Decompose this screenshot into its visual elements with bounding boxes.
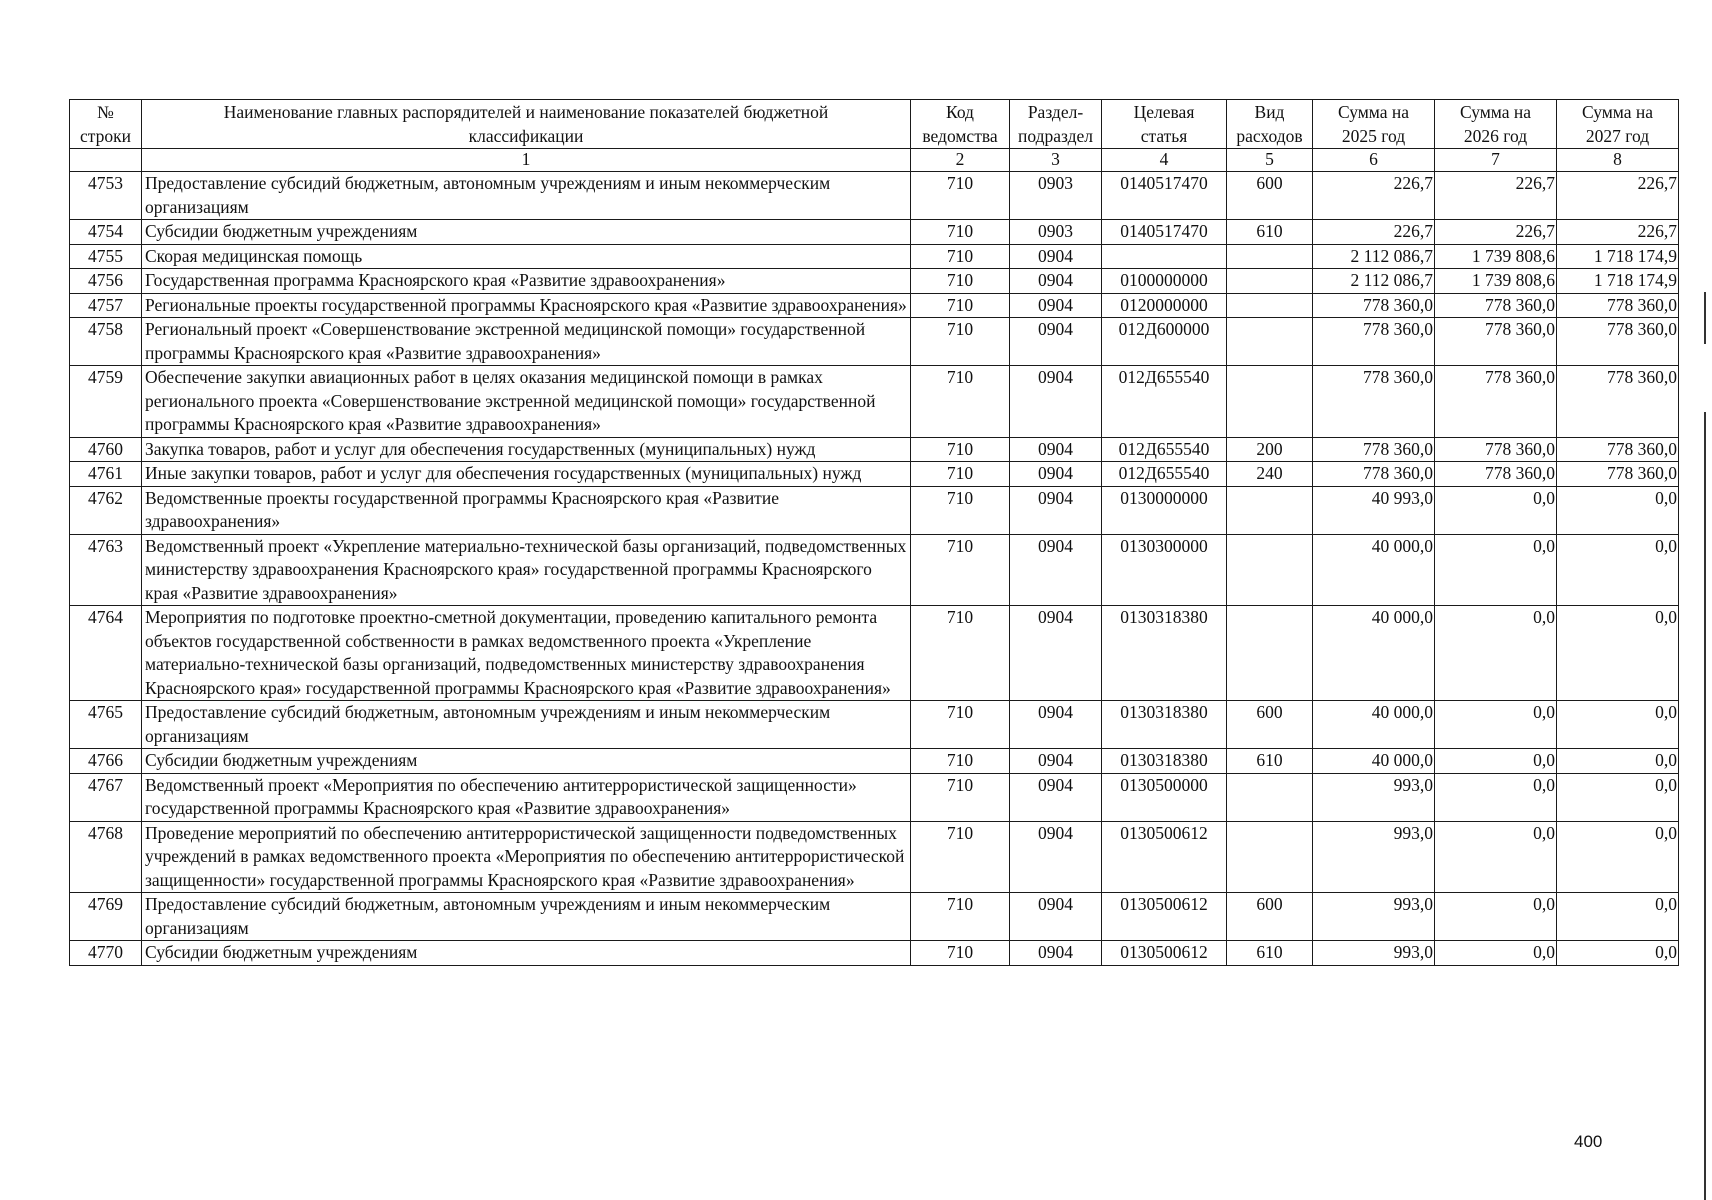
cell-sum-2025: 778 360,0 <box>1313 437 1435 462</box>
header-section <box>1010 100 1102 149</box>
cell-section: 0904 <box>1010 437 1102 462</box>
cell-sum-2026: 778 360,0 <box>1435 318 1557 366</box>
cell-expense-type: 610 <box>1227 749 1313 774</box>
cell-sum-2027: 0,0 <box>1557 534 1679 606</box>
cell-sum-2026: 0,0 <box>1435 534 1557 606</box>
cell-section: 0904 <box>1010 462 1102 487</box>
scan-edge-mark <box>1704 412 1706 1200</box>
table-row <box>70 701 1679 749</box>
cell-sum-2027: 0,0 <box>1557 941 1679 966</box>
cell-dept-code: 710 <box>911 773 1010 821</box>
cell-sum-2026: 0,0 <box>1435 486 1557 534</box>
cell-target: 0130500612 <box>1102 821 1227 893</box>
cell-section: 0904 <box>1010 486 1102 534</box>
cell-sum-2027: 0,0 <box>1557 486 1679 534</box>
cell-sum-2025: 40 000,0 <box>1313 749 1435 774</box>
cell-row-number: 4769 <box>70 893 142 941</box>
table-row <box>70 172 1679 220</box>
table-row <box>70 606 1679 701</box>
cell-section: 0904 <box>1010 893 1102 941</box>
header-target-line2: статья <box>1140 126 1188 146</box>
cell-expense-type <box>1227 293 1313 318</box>
cell-section: 0904 <box>1010 366 1102 438</box>
header-dept-code <box>911 100 1010 149</box>
cell-row-number: 4766 <box>70 749 142 774</box>
header-sum-2025-line2: 2025 год <box>1341 126 1406 146</box>
table-row <box>70 941 1679 966</box>
cell-section: 0904 <box>1010 773 1102 821</box>
cell-sum-2026: 0,0 <box>1435 701 1557 749</box>
cell-expense-type: 600 <box>1227 893 1313 941</box>
cell-sum-2026: 778 360,0 <box>1435 437 1557 462</box>
column-number: 2 <box>911 149 1010 172</box>
table-row <box>70 318 1679 366</box>
table-row <box>70 821 1679 893</box>
cell-expense-type <box>1227 534 1313 606</box>
cell-sum-2027: 0,0 <box>1557 606 1679 701</box>
cell-sum-2025: 778 360,0 <box>1313 462 1435 487</box>
table-row <box>70 269 1679 294</box>
column-number: 3 <box>1010 149 1102 172</box>
cell-sum-2027: 778 360,0 <box>1557 318 1679 366</box>
cell-sum-2025: 226,7 <box>1313 220 1435 245</box>
cell-dept-code: 710 <box>911 749 1010 774</box>
header-sum-2025-line1: Сумма на <box>1337 102 1410 122</box>
cell-sum-2025: 40 000,0 <box>1313 701 1435 749</box>
cell-name: Скорая медицинская помощь <box>142 244 911 269</box>
header-row-number-line1: № <box>97 102 114 122</box>
cell-expense-type <box>1227 486 1313 534</box>
cell-dept-code: 710 <box>911 172 1010 220</box>
cell-row-number: 4767 <box>70 773 142 821</box>
cell-name: Обеспечение закупки авиационных работ в целях оказания медицинской помощи в рамках регионального проекта «Совершенствование экстренной медицинской помощи» государственной программы Красноярского края «Развитие здравоохранения» <box>142 366 911 438</box>
cell-expense-type: 240 <box>1227 462 1313 487</box>
column-number <box>70 149 142 172</box>
cell-sum-2025: 993,0 <box>1313 941 1435 966</box>
cell-dept-code: 710 <box>911 941 1010 966</box>
cell-dept-code: 710 <box>911 701 1010 749</box>
cell-sum-2027: 226,7 <box>1557 172 1679 220</box>
cell-sum-2026: 1 739 808,6 <box>1435 244 1557 269</box>
page-number: 400 <box>1574 1132 1603 1151</box>
cell-dept-code: 710 <box>911 220 1010 245</box>
cell-target: 0120000000 <box>1102 293 1227 318</box>
column-number: 1 <box>142 149 911 172</box>
cell-row-number: 4758 <box>70 318 142 366</box>
cell-name: Региональные проекты государственной программы Красноярского края «Развитие здравоохранения» <box>142 293 911 318</box>
header-row-number-line2: строки <box>80 126 131 146</box>
cell-sum-2025: 778 360,0 <box>1313 318 1435 366</box>
cell-name: Субсидии бюджетным учреждениям <box>142 941 911 966</box>
header-name <box>142 100 911 149</box>
cell-section: 0904 <box>1010 293 1102 318</box>
cell-section: 0904 <box>1010 244 1102 269</box>
header-dept-code-line1: Код <box>946 102 974 122</box>
cell-row-number: 4761 <box>70 462 142 487</box>
cell-sum-2026: 226,7 <box>1435 172 1557 220</box>
cell-dept-code: 710 <box>911 606 1010 701</box>
header-sum-2027 <box>1557 100 1679 149</box>
cell-sum-2026: 0,0 <box>1435 941 1557 966</box>
cell-dept-code: 710 <box>911 293 1010 318</box>
table-row <box>70 220 1679 245</box>
cell-name: Ведомственный проект «Укрепление материально-технической базы организаций, подведомственных министерству здравоохранения Красноярского края» государственной программы Красноярского края «Развитие здравоохранения» <box>142 534 911 606</box>
header-target-line1: Целевая <box>1133 102 1195 122</box>
cell-expense-type: 610 <box>1227 941 1313 966</box>
cell-row-number: 4760 <box>70 437 142 462</box>
cell-expense-type <box>1227 821 1313 893</box>
cell-sum-2027: 778 360,0 <box>1557 462 1679 487</box>
cell-target: 0140517470 <box>1102 220 1227 245</box>
cell-target: 012Д655540 <box>1102 366 1227 438</box>
cell-row-number: 4765 <box>70 701 142 749</box>
cell-sum-2025: 226,7 <box>1313 172 1435 220</box>
cell-dept-code: 710 <box>911 462 1010 487</box>
cell-sum-2027: 1 718 174,9 <box>1557 269 1679 294</box>
header-sum-2027-line2: 2027 год <box>1585 126 1650 146</box>
column-number: 8 <box>1557 149 1679 172</box>
cell-sum-2027: 778 360,0 <box>1557 293 1679 318</box>
header-sum-2027-line1: Сумма на <box>1581 102 1654 122</box>
cell-dept-code: 710 <box>911 366 1010 438</box>
cell-dept-code: 710 <box>911 318 1010 366</box>
cell-row-number: 4764 <box>70 606 142 701</box>
cell-dept-code: 710 <box>911 821 1010 893</box>
cell-sum-2025: 778 360,0 <box>1313 366 1435 438</box>
cell-dept-code: 710 <box>911 437 1010 462</box>
cell-dept-code: 710 <box>911 534 1010 606</box>
cell-target: 012Д600000 <box>1102 318 1227 366</box>
cell-section: 0903 <box>1010 172 1102 220</box>
header-sum-2025 <box>1313 100 1435 149</box>
cell-target: 0130300000 <box>1102 534 1227 606</box>
cell-dept-code: 710 <box>911 486 1010 534</box>
cell-expense-type: 200 <box>1227 437 1313 462</box>
cell-sum-2026: 0,0 <box>1435 749 1557 774</box>
cell-sum-2025: 993,0 <box>1313 773 1435 821</box>
header-target <box>1102 100 1227 149</box>
table-row <box>70 244 1679 269</box>
cell-sum-2025: 2 112 086,7 <box>1313 244 1435 269</box>
cell-name: Предоставление субсидий бюджетным, автономным учреждениям и иным некоммерческим организациям <box>142 172 911 220</box>
cell-expense-type <box>1227 606 1313 701</box>
cell-sum-2027: 0,0 <box>1557 749 1679 774</box>
header-name-line2: классификации <box>468 126 584 146</box>
cell-expense-type <box>1227 773 1313 821</box>
cell-sum-2026: 0,0 <box>1435 893 1557 941</box>
cell-sum-2025: 993,0 <box>1313 893 1435 941</box>
cell-name: Предоставление субсидий бюджетным, автономным учреждениям и иным некоммерческим организациям <box>142 701 911 749</box>
cell-sum-2026: 1 739 808,6 <box>1435 269 1557 294</box>
cell-name: Иные закупки товаров, работ и услуг для обеспечения государственных (муниципальных) нужд <box>142 462 911 487</box>
cell-target: 0140517470 <box>1102 172 1227 220</box>
table-row <box>70 486 1679 534</box>
cell-row-number: 4754 <box>70 220 142 245</box>
cell-sum-2026: 778 360,0 <box>1435 366 1557 438</box>
cell-name: Субсидии бюджетным учреждениям <box>142 220 911 245</box>
cell-sum-2027: 0,0 <box>1557 821 1679 893</box>
table-row <box>70 893 1679 941</box>
header-sum-2026-line2: 2026 год <box>1463 126 1528 146</box>
cell-target: 0130500000 <box>1102 773 1227 821</box>
cell-row-number: 4763 <box>70 534 142 606</box>
cell-row-number: 4762 <box>70 486 142 534</box>
budget-document <box>69 99 1678 966</box>
cell-sum-2026: 778 360,0 <box>1435 293 1557 318</box>
cell-target: 0100000000 <box>1102 269 1227 294</box>
cell-target: 0130500612 <box>1102 941 1227 966</box>
scan-edge-mark <box>1704 292 1706 344</box>
cell-sum-2026: 0,0 <box>1435 773 1557 821</box>
cell-name: Закупка товаров, работ и услуг для обеспечения государственных (муниципальных) нужд <box>142 437 911 462</box>
cell-section: 0904 <box>1010 701 1102 749</box>
cell-sum-2027: 0,0 <box>1557 701 1679 749</box>
cell-target: 0130318380 <box>1102 606 1227 701</box>
cell-name: Ведомственные проекты государственной программы Красноярского края «Развитие здравоохранения» <box>142 486 911 534</box>
cell-sum-2025: 40 000,0 <box>1313 606 1435 701</box>
budget-table <box>69 99 1679 966</box>
column-number: 5 <box>1227 149 1313 172</box>
cell-sum-2026: 0,0 <box>1435 606 1557 701</box>
cell-name: Субсидии бюджетным учреждениям <box>142 749 911 774</box>
cell-expense-type <box>1227 318 1313 366</box>
cell-row-number: 4770 <box>70 941 142 966</box>
cell-section: 0904 <box>1010 534 1102 606</box>
cell-section: 0904 <box>1010 269 1102 294</box>
cell-name: Мероприятия по подготовке проектно-сметной документации, проведению капитального ремонта объектов государственной собственности в рамках ведомственного проекта «Укрепление материально-технической базы организаций, подведомственных министерству здравоохранения Красноярского края» государственной программы Красноярского края «Развитие здравоохранения» <box>142 606 911 701</box>
cell-row-number: 4759 <box>70 366 142 438</box>
cell-sum-2025: 993,0 <box>1313 821 1435 893</box>
cell-section: 0904 <box>1010 318 1102 366</box>
cell-row-number: 4768 <box>70 821 142 893</box>
cell-sum-2026: 778 360,0 <box>1435 462 1557 487</box>
cell-target: 0130000000 <box>1102 486 1227 534</box>
cell-target: 0130318380 <box>1102 749 1227 774</box>
header-row-number <box>70 100 142 149</box>
cell-sum-2026: 226,7 <box>1435 220 1557 245</box>
cell-target <box>1102 244 1227 269</box>
header-expense-type <box>1227 100 1313 149</box>
cell-sum-2025: 2 112 086,7 <box>1313 269 1435 294</box>
header-dept-code-line2: ведомства <box>922 126 998 146</box>
cell-sum-2027: 226,7 <box>1557 220 1679 245</box>
column-number-row <box>70 149 1679 172</box>
cell-target: 0130318380 <box>1102 701 1227 749</box>
table-body <box>70 172 1679 966</box>
cell-sum-2027: 0,0 <box>1557 893 1679 941</box>
cell-row-number: 4756 <box>70 269 142 294</box>
cell-name: Ведомственный проект «Мероприятия по обеспечению антитеррористической защищенности» государственной программы Красноярского края «Развитие здравоохранения» <box>142 773 911 821</box>
cell-target: 012Д655540 <box>1102 437 1227 462</box>
header-expense-type-line1: Вид <box>1254 102 1285 122</box>
cell-expense-type: 600 <box>1227 172 1313 220</box>
cell-section: 0904 <box>1010 749 1102 774</box>
cell-section: 0903 <box>1010 220 1102 245</box>
cell-sum-2027: 1 718 174,9 <box>1557 244 1679 269</box>
cell-row-number: 4755 <box>70 244 142 269</box>
table-row <box>70 366 1679 438</box>
column-number: 7 <box>1435 149 1557 172</box>
cell-expense-type: 600 <box>1227 701 1313 749</box>
cell-name: Региональный проект «Совершенствование экстренной медицинской помощи» государственной программы Красноярского края «Развитие здравоохранения» <box>142 318 911 366</box>
table-header-row <box>70 100 1679 149</box>
cell-section: 0904 <box>1010 606 1102 701</box>
cell-section: 0904 <box>1010 821 1102 893</box>
cell-dept-code: 710 <box>911 244 1010 269</box>
cell-sum-2026: 0,0 <box>1435 821 1557 893</box>
cell-expense-type <box>1227 366 1313 438</box>
cell-name: Проведение мероприятий по обеспечению антитеррористической защищенности подведомственных учреждений в рамках ведомственного проекта «Мероприятия по обеспечению антитеррористической защищенности» государственной программы Красноярского края «Развитие здравоохранения» <box>142 821 911 893</box>
column-number: 6 <box>1313 149 1435 172</box>
table-row <box>70 437 1679 462</box>
header-sum-2026 <box>1435 100 1557 149</box>
header-expense-type-line2: расходов <box>1236 126 1303 146</box>
table-row <box>70 534 1679 606</box>
cell-target: 0130500612 <box>1102 893 1227 941</box>
cell-expense-type: 610 <box>1227 220 1313 245</box>
cell-sum-2027: 778 360,0 <box>1557 366 1679 438</box>
cell-target: 012Д655540 <box>1102 462 1227 487</box>
header-section-line1: Раздел- <box>1027 102 1084 122</box>
header-sum-2026-line1: Сумма на <box>1459 102 1532 122</box>
cell-sum-2025: 40 993,0 <box>1313 486 1435 534</box>
cell-sum-2025: 778 360,0 <box>1313 293 1435 318</box>
table-row <box>70 773 1679 821</box>
cell-row-number: 4757 <box>70 293 142 318</box>
header-name-line1: Наименование главных распорядителей и наименование показателей бюджетной <box>223 102 829 122</box>
cell-sum-2027: 778 360,0 <box>1557 437 1679 462</box>
cell-name: Предоставление субсидий бюджетным, автономным учреждениям и иным некоммерческим организациям <box>142 893 911 941</box>
cell-sum-2025: 40 000,0 <box>1313 534 1435 606</box>
table-row <box>70 293 1679 318</box>
table-row <box>70 462 1679 487</box>
column-number: 4 <box>1102 149 1227 172</box>
header-section-line2: подраздел <box>1017 126 1094 146</box>
cell-sum-2027: 0,0 <box>1557 773 1679 821</box>
cell-name: Государственная программа Красноярского края «Развитие здравоохранения» <box>142 269 911 294</box>
cell-section: 0904 <box>1010 941 1102 966</box>
table-row <box>70 749 1679 774</box>
cell-dept-code: 710 <box>911 893 1010 941</box>
cell-dept-code: 710 <box>911 269 1010 294</box>
cell-expense-type <box>1227 244 1313 269</box>
cell-expense-type <box>1227 269 1313 294</box>
cell-row-number: 4753 <box>70 172 142 220</box>
